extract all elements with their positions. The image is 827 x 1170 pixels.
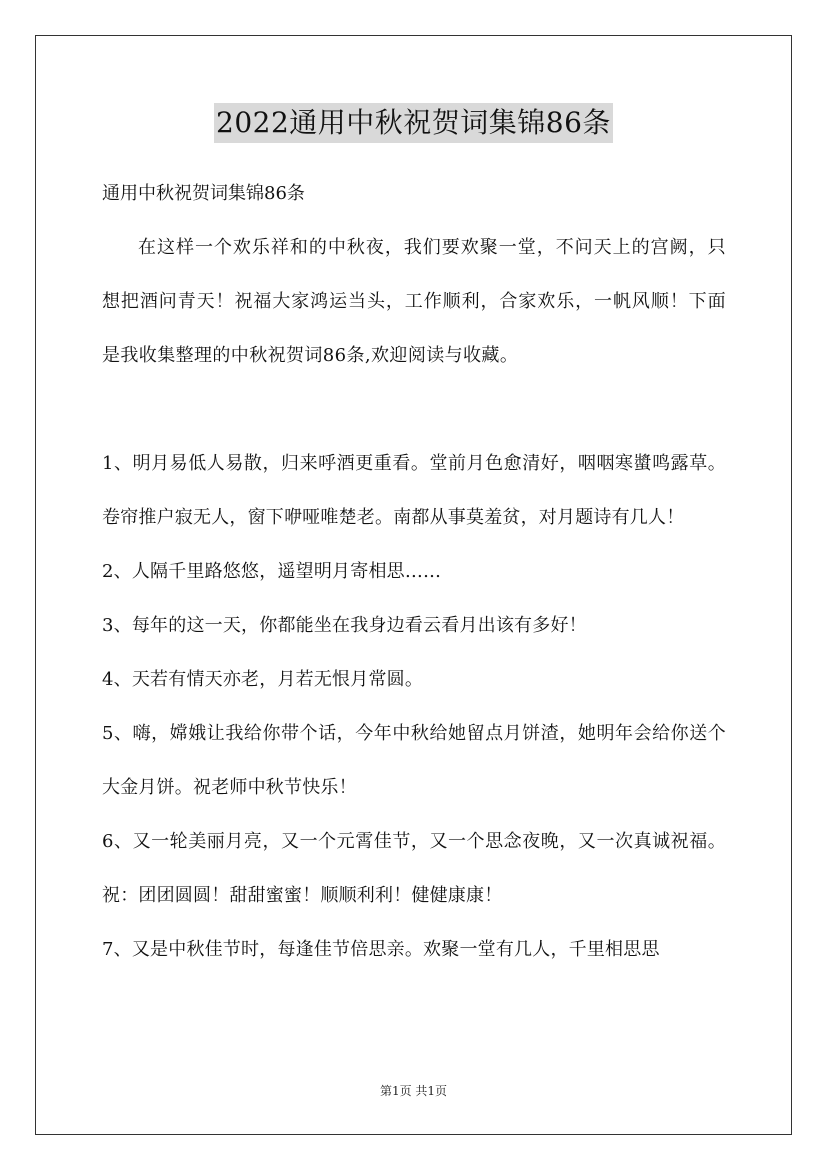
greeting-item: 1、明月易低人易散，归来呼酒更重看。堂前月色愈清好，咽咽寒螿鸣露草。卷帘推户寂无人，窗下咿哑唯楚老。南都从事莫羞贫，对月题诗有几人！ [102,453,726,528]
page-number-footer: 第1页 共1页 [379,1084,448,1098]
document-subtitle: 通用中秋祝贺词集锦86条 [102,183,305,204]
greeting-item: 5、嗨，嫦娥让我给你带个话，今年中秋给她留点月饼渣，她明年会给你送个大金月饼。祝老师中秋节快乐！ [102,723,726,798]
document-title-text: 2022通用中秋祝贺词集锦86条 [214,103,613,143]
document-title [0,103,827,143]
greeting-item: 4、天若有情天亦老，月若无恨月常圆。 [102,669,424,690]
paragraph-gap [102,383,726,437]
document-body [102,167,726,977]
greeting-item: 2、人隔千里路悠悠，遥望明月寄相思…… [102,561,442,582]
greeting-item: 6、又一轮美丽月亮，又一个元霄佳节，又一个思念夜晚，又一次真诚祝福。祝：团团圆圆！甜甜蜜蜜！顺顺利利！健健康康！ [102,831,726,906]
intro-paragraph: 在这样一个欢乐祥和的中秋夜，我们要欢聚一堂，不问天上的宫阙，只想把酒问青天！祝福大家鸿运当头，工作顺利，合家欢乐，一帆风顺！下面是我收集整理的中秋祝贺词86条,欢迎阅读与收藏。 [102,237,726,366]
greeting-item: 7、又是中秋佳节时，每逢佳节倍思亲。欢聚一堂有几人，千里相思思 [102,939,660,960]
greeting-item: 3、每年的这一天，你都能坐在我身边看云看月出该有多好！ [102,615,587,636]
